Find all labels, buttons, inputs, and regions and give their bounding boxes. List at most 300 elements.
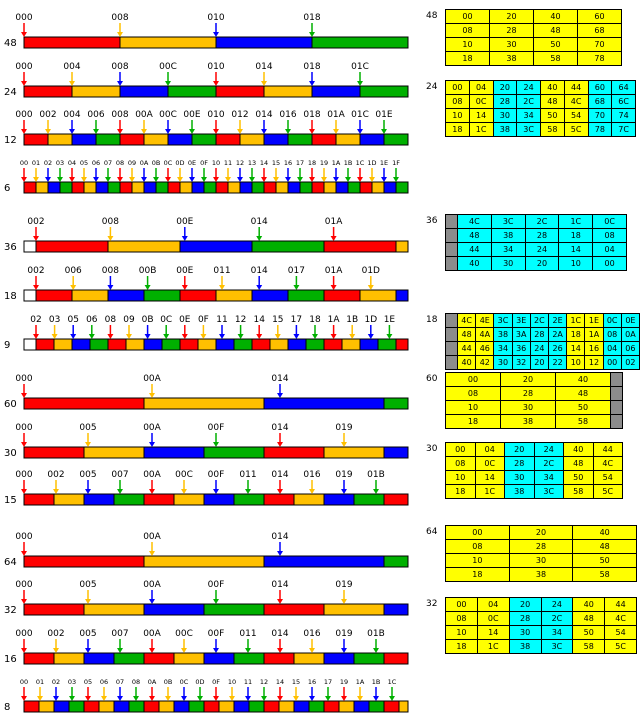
tick-label: 0C [163, 159, 173, 167]
tick-label: 008 [111, 13, 129, 23]
bar-segment [324, 447, 384, 458]
table-cell: 48 [573, 540, 636, 553]
table-cell: 38 [492, 229, 525, 242]
table-cell: 40 [573, 526, 636, 539]
bar-segment [108, 290, 144, 301]
bar-segment [144, 134, 168, 145]
tick-arrowhead [117, 648, 123, 653]
table-cell: 30 [494, 356, 511, 369]
tick-arrowhead [357, 81, 363, 86]
tick-arrowhead [213, 177, 219, 182]
bar-segment [276, 182, 288, 193]
tick-label: 00F [207, 580, 225, 590]
row-label: 8 [4, 702, 11, 713]
tick-label: 014 [250, 217, 268, 227]
table-cell: 2C [542, 612, 573, 625]
bar-segment [24, 134, 48, 145]
table-cell: 74 [612, 109, 635, 122]
table-gap-cell [446, 328, 457, 341]
bar-segment [309, 701, 324, 712]
bar-segment [354, 701, 369, 712]
tick-label: 014 [271, 470, 289, 480]
tick-label: 1B [346, 315, 359, 325]
bar-row-36 [4, 217, 408, 253]
tick-arrowhead [52, 334, 58, 339]
bar-row-15 [4, 470, 408, 506]
table-cell: 4C [458, 215, 491, 228]
bar-segment [384, 494, 408, 505]
tick-arrowhead [149, 393, 155, 398]
bar-segment [72, 182, 84, 193]
table-gap-cell [446, 215, 457, 228]
bar-segment [324, 604, 384, 615]
table-label: 32 [426, 599, 438, 609]
tick-arrowhead [33, 177, 39, 182]
tick-arrowhead [141, 129, 147, 134]
tick-label: 01E [375, 110, 393, 120]
bar-row-8 [4, 678, 408, 713]
tick-arrowhead [165, 696, 171, 701]
bar-segment [90, 339, 108, 350]
bar-row-48 [4, 13, 408, 49]
bar-row-24 [4, 62, 408, 98]
tick-label: 004 [63, 62, 81, 72]
bar-segment [360, 86, 408, 97]
tick-label: 008 [111, 110, 129, 120]
bar-segment [270, 339, 288, 350]
tick-arrowhead [297, 177, 303, 182]
table-cell: 02 [622, 356, 639, 369]
bar-segment [54, 339, 72, 350]
tick-arrowhead [45, 129, 51, 134]
tick-arrowhead [21, 393, 27, 398]
table-cell: 2A [549, 328, 566, 341]
table-cell: 04 [478, 598, 509, 611]
table-cell: 0C [604, 314, 621, 327]
bar-segment [264, 398, 384, 409]
tick-arrowhead [181, 648, 187, 653]
bar-segment [342, 339, 360, 350]
bar-segment [114, 494, 144, 505]
table-cell: 20 [510, 526, 573, 539]
bar-segment [24, 37, 120, 48]
tick-arrowhead [53, 696, 59, 701]
tick-arrowhead [238, 334, 244, 339]
tick-label: 1A [327, 315, 340, 325]
tick-arrowhead [256, 236, 262, 241]
bar-segment [24, 86, 72, 97]
table-cell: 70 [589, 109, 612, 122]
table-cell: 14 [567, 342, 584, 355]
tick-label: 016 [303, 629, 321, 639]
tick-label: 014 [255, 110, 273, 120]
tick-arrowhead [57, 177, 63, 182]
bar-segment [24, 182, 36, 193]
table-cell: 04 [470, 81, 493, 94]
tick-arrowhead [213, 442, 219, 447]
table-cell: 38 [510, 640, 541, 653]
table-label: 24 [426, 82, 438, 92]
bar-segment [168, 182, 180, 193]
table-cell: 5C [565, 123, 588, 136]
table-cell: 26 [549, 342, 566, 355]
bar-segment [264, 653, 294, 664]
tick-arrowhead [245, 489, 251, 494]
row-label: 64 [4, 557, 17, 568]
tick-arrowhead [21, 489, 27, 494]
bar-segment [372, 182, 384, 193]
bar-segment [84, 701, 99, 712]
table-cell: 44 [565, 81, 588, 94]
tick-label: 00C [175, 470, 193, 480]
tick-label: 005 [79, 470, 97, 480]
tick-label: 17 [295, 159, 305, 167]
tick-arrowhead [21, 129, 27, 134]
table-cell: 10 [446, 554, 509, 567]
table-label: 30 [426, 444, 438, 454]
bar-segment [126, 339, 144, 350]
tick-label: 00E [176, 266, 194, 276]
tick-label: 00F [207, 423, 225, 433]
table-cell: 34 [542, 626, 573, 639]
tick-label: 018 [303, 110, 321, 120]
bar-segment [312, 86, 360, 97]
bar-segment [159, 701, 174, 712]
bar-segment [39, 701, 54, 712]
row-label: 18 [4, 291, 17, 302]
bar-segment [24, 653, 54, 664]
tick-arrowhead [69, 129, 75, 134]
tick-label: 11 [216, 315, 228, 325]
tick-arrowhead [81, 177, 87, 182]
table-cell: 3C [535, 485, 564, 498]
tick-arrowhead [85, 648, 91, 653]
table-cell: 2E [549, 314, 566, 327]
bar-segment [324, 653, 354, 664]
tick-label: 12 [235, 159, 245, 167]
tick-label: 07 [103, 159, 113, 167]
bar-segment [192, 182, 204, 193]
tick-arrowhead [219, 285, 225, 290]
bar-segment [36, 290, 72, 301]
bar-segment [48, 134, 72, 145]
table-cell: 00 [446, 598, 477, 611]
bar-row-30 [4, 423, 408, 459]
bar-segment [234, 339, 252, 350]
tick-label: 06 [99, 678, 109, 686]
tick-arrowhead [133, 696, 139, 701]
table-cell: 34 [535, 471, 564, 484]
table-cell: 3A [513, 328, 530, 341]
bar-segment [384, 134, 408, 145]
tick-label: 016 [303, 470, 321, 480]
table-cell: 10 [446, 471, 475, 484]
tick-label: 07 [115, 678, 125, 686]
tick-arrowhead [325, 696, 331, 701]
bar-segment [144, 653, 174, 664]
table-cell: 30 [501, 401, 555, 414]
tick-arrowhead [85, 489, 91, 494]
row-label: 48 [4, 38, 17, 49]
tick-label: 13 [247, 159, 257, 167]
bar-segment [144, 701, 159, 712]
tick-label: 00F [207, 470, 225, 480]
table-cell: 50 [573, 626, 604, 639]
table-cell: 28 [510, 612, 541, 625]
tick-label: 03 [48, 315, 61, 325]
table-cell: 48 [458, 328, 475, 341]
bar-gap [24, 290, 36, 301]
bar-segment [60, 182, 72, 193]
table-gap-cell [611, 373, 622, 386]
bar-row-9 [4, 315, 408, 351]
tick-label: 00A [143, 532, 161, 542]
table-cell: 24 [542, 598, 573, 611]
bar-segment [324, 701, 339, 712]
tick-arrowhead [256, 285, 262, 290]
tick-label: 00C [159, 110, 177, 120]
bar-segment [36, 182, 48, 193]
tick-label: 06 [86, 315, 98, 325]
tick-label: 16 [307, 678, 317, 686]
table-cell: 7C [612, 123, 635, 136]
table-cell: 50 [541, 109, 564, 122]
bar-row-18 [4, 266, 408, 302]
bar-segment [336, 182, 348, 193]
table-cell: 38 [494, 328, 511, 341]
tick-label: 03 [67, 678, 77, 686]
tick-label: 0B [163, 678, 173, 686]
tick-label: 00F [207, 629, 225, 639]
table-cell: 5C [605, 640, 636, 653]
table-cell: 4A [476, 328, 493, 341]
tick-arrowhead [70, 334, 76, 339]
tick-label: 017 [287, 266, 305, 276]
table-cell: 1C [470, 123, 493, 136]
bar-segment [204, 494, 234, 505]
bar-segment [279, 701, 294, 712]
table-cell: 24 [531, 342, 548, 355]
row-label: 9 [4, 340, 11, 351]
bar-segment [384, 604, 408, 615]
tick-arrowhead [163, 334, 169, 339]
bar-row-64 [4, 532, 408, 568]
tick-arrowhead [309, 129, 315, 134]
bar-segment [24, 494, 54, 505]
tick-label: 12 [234, 315, 247, 325]
bar-segment [228, 182, 240, 193]
table-cell: 3E [513, 314, 530, 327]
bar-row-16 [4, 629, 408, 665]
tick-label: 005 [79, 629, 97, 639]
table-cell: 00 [446, 81, 469, 94]
bar-segment [216, 134, 240, 145]
tick-label: 06 [91, 159, 101, 167]
tick-arrowhead [213, 489, 219, 494]
tick-arrowhead [213, 648, 219, 653]
table-cell: 78 [589, 123, 612, 136]
bar-segment [384, 398, 408, 409]
tick-arrowhead [189, 177, 195, 182]
bar-segment [108, 182, 120, 193]
tick-arrowhead [107, 236, 113, 241]
table-cell: 34 [492, 243, 525, 256]
tick-arrowhead [105, 177, 111, 182]
row-label: 60 [4, 399, 17, 410]
tick-label: 005 [79, 423, 97, 433]
tick-label: 00 [19, 678, 29, 686]
tick-label: 12 [259, 678, 269, 686]
table-gap-cell [446, 314, 457, 327]
row-label: 12 [4, 135, 17, 146]
bar-segment [384, 447, 408, 458]
table-cell: 58 [541, 123, 564, 136]
tick-label: 002 [39, 110, 57, 120]
table-cell: 00 [446, 373, 500, 386]
table-cell: 0C [593, 215, 626, 228]
bar-segment [174, 494, 204, 505]
tick-label: 008 [101, 217, 119, 227]
tick-label: 00E [183, 110, 201, 120]
bar-segment [240, 182, 252, 193]
table-cell: 04 [604, 342, 621, 355]
table-cell: 00 [604, 356, 621, 369]
bar-segment [288, 134, 312, 145]
tick-arrowhead [213, 32, 219, 37]
table-cell: 10 [567, 356, 584, 369]
tick-arrowhead [165, 129, 171, 134]
tick-label: 011 [239, 470, 257, 480]
tick-label: 019 [335, 580, 353, 590]
row-label: 6 [4, 183, 11, 194]
bar-row-6 [4, 159, 408, 194]
table-label: 48 [426, 11, 438, 21]
bar-segment [300, 182, 312, 193]
tick-arrowhead [145, 285, 151, 290]
bar-segment [204, 447, 264, 458]
tick-arrowhead [107, 285, 113, 290]
bar-segment [108, 241, 180, 252]
bar-segment [312, 182, 324, 193]
bar-segment [234, 701, 249, 712]
table-cell: 38 [501, 415, 555, 428]
table-cell: 22 [549, 356, 566, 369]
tick-label: 09 [123, 315, 135, 325]
table-cell: 50 [534, 38, 577, 51]
table-label: 60 [426, 374, 438, 384]
tick-arrowhead [181, 696, 187, 701]
tick-arrowhead [309, 81, 315, 86]
tick-label: 08 [104, 315, 117, 325]
bar-segment [114, 701, 129, 712]
tick-label: 007 [111, 470, 129, 480]
table-cell: 04 [476, 443, 505, 456]
table-cell: 18 [446, 52, 489, 65]
bar-segment [234, 494, 264, 505]
tick-label: 0F [197, 315, 209, 325]
tick-arrowhead [331, 285, 337, 290]
tick-label: 05 [79, 159, 89, 167]
bar-segment [36, 241, 108, 252]
tick-label: 0B [141, 315, 154, 325]
tick-arrowhead [149, 489, 155, 494]
table-cell: 58 [573, 568, 636, 581]
tick-label: 010 [207, 110, 225, 120]
table-cell: 34 [517, 109, 540, 122]
bar-segment [294, 494, 324, 505]
tick-label: 014 [271, 532, 289, 542]
bar-segment [144, 339, 162, 350]
table-cell: 68 [578, 24, 621, 37]
table-gap-cell [446, 356, 457, 369]
bar-segment [216, 182, 228, 193]
table-cell: 10 [446, 401, 500, 414]
tick-arrowhead [117, 32, 123, 37]
tick-label: 00B [138, 266, 157, 276]
table-cell: 14 [478, 626, 509, 639]
tick-arrowhead [181, 489, 187, 494]
tick-arrowhead [369, 177, 375, 182]
tick-arrowhead [381, 129, 387, 134]
table-cell: 28 [501, 387, 555, 400]
table-cell: 20 [510, 598, 541, 611]
table-label: 18 [426, 315, 438, 325]
tick-arrowhead [21, 648, 27, 653]
table-cell: 30 [505, 471, 534, 484]
bar-segment [264, 556, 384, 567]
bar-segment [339, 701, 354, 712]
tick-label: 002 [47, 629, 65, 639]
tick-arrowhead [373, 648, 379, 653]
tick-label: 01C [351, 110, 369, 120]
tick-label: 019 [335, 423, 353, 433]
tick-label: 17 [323, 678, 333, 686]
table-cell: 1C [476, 485, 505, 498]
table-cell: 40 [573, 598, 604, 611]
bar-segment [348, 182, 360, 193]
bar-segment [72, 290, 108, 301]
table-cell: 36 [513, 342, 530, 355]
bar-segment [54, 494, 84, 505]
table-cell: 16 [585, 342, 602, 355]
bar-segment [384, 653, 408, 664]
bar-segment [144, 494, 174, 505]
tick-arrowhead [341, 648, 347, 653]
bar-segment [234, 653, 264, 664]
bar-segment [354, 653, 384, 664]
tick-label: 00A [143, 374, 161, 384]
tick-arrowhead [165, 177, 171, 182]
table-cell: 40 [564, 443, 593, 456]
tick-arrowhead [309, 32, 315, 37]
bar-row-60 [4, 374, 408, 410]
tick-arrowhead [368, 334, 374, 339]
tick-arrowhead [309, 696, 315, 701]
tick-label: 08 [131, 678, 141, 686]
tick-arrowhead [261, 177, 267, 182]
table-cell: 24 [517, 81, 540, 94]
tick-label: 002 [27, 217, 45, 227]
table-cell: 10 [446, 38, 489, 51]
table-cell: 18 [446, 640, 477, 653]
tick-label: 16 [283, 159, 293, 167]
tick-label: 00A [143, 580, 161, 590]
tick-arrowhead [21, 442, 27, 447]
table-gap-cell [611, 415, 622, 428]
tick-arrowhead [357, 696, 363, 701]
tick-label: 1C [387, 678, 397, 686]
table-cell: 78 [578, 52, 621, 65]
